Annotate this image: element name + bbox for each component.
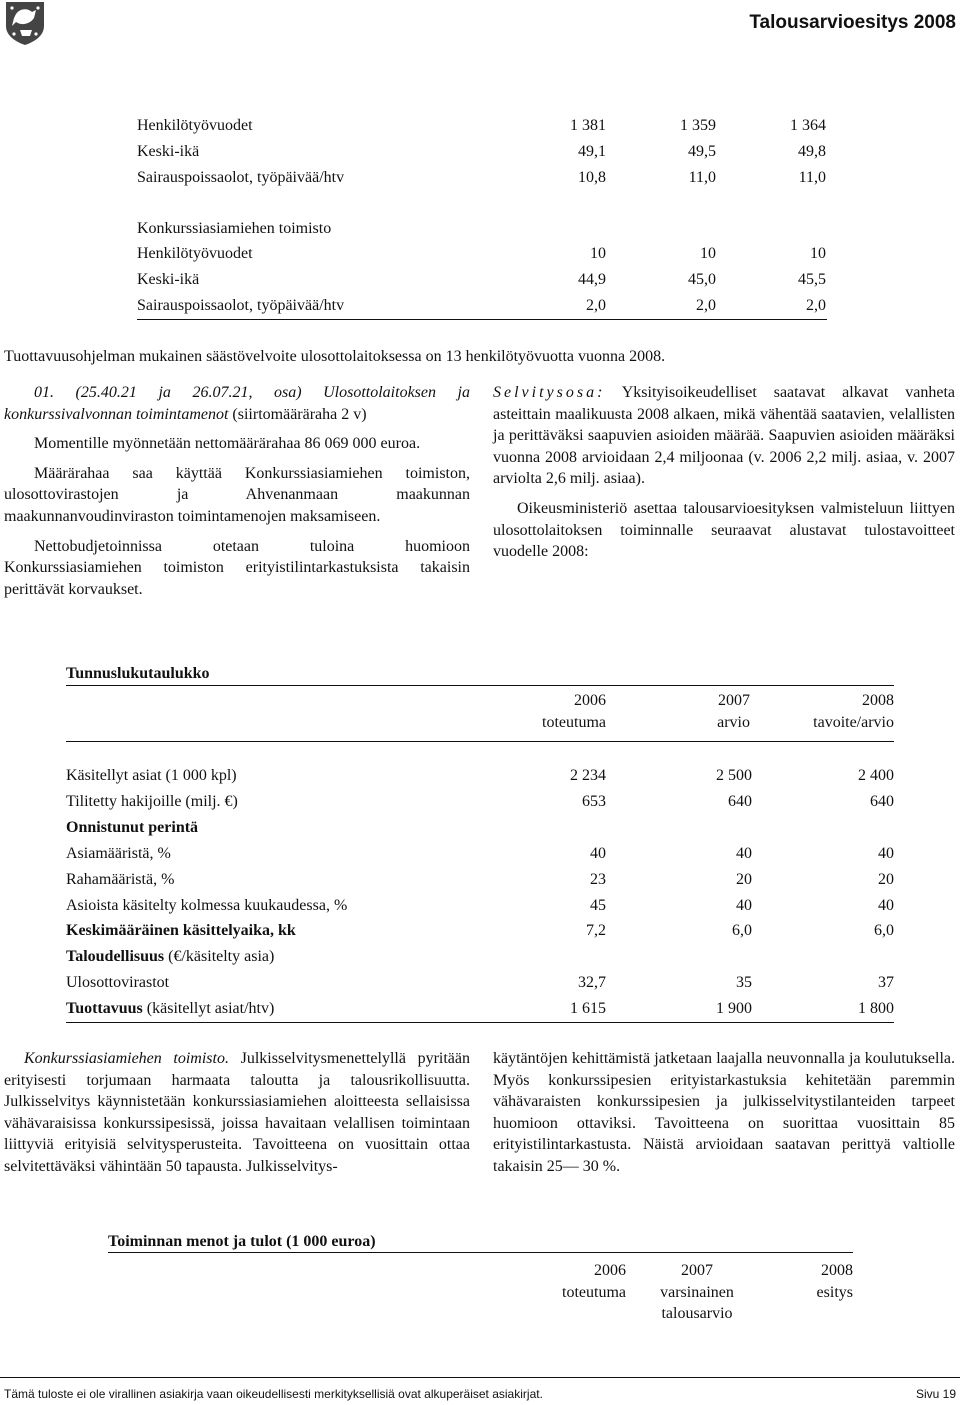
paragraph: Oikeusministeriö asettaa talousarvioesityksen valmisteluun liittyen ulosottolaitoksen toiminnalle seuraavat alustavat tulostavoitteet vuodelle 2008: — [493, 499, 955, 561]
item-title: 01. (25.40.21 ja 26.07.21, osa) Ulosottolaitoksen ja konkurssivalvonnan toimintamenot (siirtomääräraha 2 v) — [4, 384, 470, 423]
kpi-row — [66, 895, 960, 919]
paragraph: Konkurssiasiamiehen toimisto. Julkisselvitysmenettelyllä pyritään erityisesti torjumaan harmaata taloutta ja talousrikollisuutta. Julkisselvitys käynnistetään konkurssiasiamiehen aloitteesta sellaisissa vähävaraisissa konkurssipesissä, joissa havaitaan velallisen toimintaan liittyviä erityisiä selvitysperusteita. Tavoitteena on vuosittain ottaa selvitettäväksi vähintään 50 tapausta. Julkisselvitys- — [4, 1050, 470, 1175]
row-value: 40 — [878, 844, 894, 862]
row-label: Keski-ikä — [137, 143, 200, 160]
paragraph: Määrärahaa saa käyttää Konkurssiasiamiehen toimiston, ulosottovirastojen ja Ahvenanmaan maakunnan maakunnanvoudinviraston toimintamenojen maksamiseen. — [4, 464, 470, 525]
row-value: 40 — [878, 896, 894, 914]
table-divider — [137, 319, 827, 320]
kpi-column-header: 2006 toteutuma — [542, 692, 606, 731]
footer-divider — [0, 1377, 960, 1378]
row-value: 49,8 — [798, 143, 826, 160]
row-value: 1 615 — [570, 1000, 606, 1018]
row-value: 2,0 — [806, 297, 826, 314]
lower-left-column — [4, 1048, 470, 1186]
budget-col-2008: 2008 esitys — [816, 1262, 853, 1301]
row-label: Käsitellyt asiat (1 000 kpl) — [66, 767, 237, 784]
right-column — [493, 382, 955, 571]
budget-table-title: Toiminnan menot ja tulot (1 000 euroa) — [108, 1233, 376, 1250]
row-label: Henkilötyövuodet — [137, 245, 253, 262]
kpi-row — [66, 869, 960, 893]
row-label: Keskimääräinen käsittelyaika, kk — [66, 922, 296, 940]
budget-col-2007: 2007 varsinainen talousarvio — [660, 1262, 734, 1323]
coat-of-arms-logo — [2, 0, 48, 46]
row-value: 1 359 — [680, 117, 716, 134]
row-value: 20 — [736, 870, 752, 888]
left-column — [4, 382, 470, 608]
row-value: 40 — [736, 844, 752, 862]
row-label: Asioista käsitelty kolmessa kuukaudessa, % — [66, 896, 348, 914]
row-value: 653 — [582, 792, 606, 810]
row-value: 640 — [728, 792, 752, 810]
row-value: 10 — [700, 245, 716, 262]
row-value: 6,0 — [874, 922, 894, 940]
table-divider — [66, 1022, 894, 1023]
row-value: 1 800 — [858, 1000, 894, 1018]
row-value: 7,2 — [586, 922, 606, 940]
table-divider — [66, 685, 894, 686]
staff-row — [137, 115, 960, 139]
row-value: 10 — [590, 245, 606, 262]
footer — [4, 1386, 956, 1402]
row-value: 1 364 — [790, 117, 826, 134]
kpi-row — [66, 765, 960, 789]
row-label: Sairauspoissaolot, työpäivää/htv — [137, 297, 345, 314]
row-value: 11,0 — [688, 169, 716, 186]
staff-row — [137, 243, 960, 267]
document-title: Talousarvioesitys 2008 — [749, 12, 956, 33]
row-value: 32,7 — [578, 974, 606, 992]
row-value: 10 — [810, 245, 826, 262]
savings-statement: Tuottavuusohjelman mukainen säästövelvoite ulosottolaitoksessa on 13 henkilötyövuotta vuonna 2008. — [4, 348, 666, 365]
kpi-row — [66, 972, 960, 996]
row-value: 23 — [590, 870, 606, 888]
row-label: Tilitetty hakijoille (milj. €) — [66, 792, 238, 810]
row-value: 45,0 — [688, 271, 716, 288]
row-value: 45 — [590, 896, 606, 914]
row-value: 10,8 — [578, 169, 606, 186]
row-label: Tuottavuus (käsitellyt asiat/htv) — [66, 1000, 275, 1018]
kpi-row — [66, 998, 960, 1022]
row-value: 49,5 — [688, 143, 716, 160]
staff-row — [137, 269, 960, 293]
staff-row — [137, 167, 960, 191]
lower-right-column — [493, 1048, 955, 1186]
staff-row — [137, 295, 960, 319]
kpi-column-header: 2008 tavoite/arvio — [813, 692, 894, 731]
row-label: Ulosottovirastot — [66, 974, 170, 992]
kpi-table-title: Tunnuslukutaulukko — [66, 665, 210, 682]
row-label: Asiamääristä, % — [66, 844, 171, 862]
row-value: 1 381 — [570, 117, 606, 134]
row-value: 45,5 — [798, 271, 826, 288]
kpi-row — [66, 791, 960, 815]
kpi-column-header: 2007 arvio — [717, 692, 750, 731]
row-value: 2,0 — [586, 297, 606, 314]
paragraph: Selvitysosa: Yksityisoikeudelliset saatavat alkavat vanheta asteittain maalikuusta 2008 alkaen, mikä vähentää saatavien, velallisten ja perittäväksi saapuvien asioiden määrää. Saapuvien asioiden määräksi vuonna 2008 arvioidaan 2,4 miljoonaa (v. 2006 2,2 milj. asiaa, v. 2007 arviolta 2,6 milj. asiaa). — [493, 384, 955, 488]
row-value: 2 400 — [858, 767, 894, 784]
row-value: 40 — [736, 896, 752, 914]
row-value: 37 — [878, 974, 894, 992]
kpi-row — [66, 920, 960, 944]
row-label: Sairauspoissaolot, työpäivää/htv — [137, 169, 345, 186]
row-value: 640 — [870, 792, 894, 810]
row-label: Taloudellisuus (€/käsitelty asia) — [66, 948, 275, 966]
table-divider — [66, 741, 894, 742]
row-value: 35 — [736, 974, 752, 992]
row-value: 49,1 — [578, 143, 606, 160]
paragraph: Momentille myönnetään nettomäärärahaa 86 069 000 euroa. — [34, 435, 421, 453]
kpi-row — [66, 843, 960, 867]
row-value: 1 900 — [716, 1000, 752, 1018]
page-number: Sivu 19 — [915, 1387, 956, 1401]
row-value: 2 234 — [570, 767, 606, 784]
row-value: 2,0 — [696, 297, 716, 314]
footer-disclaimer: Tämä tuloste ei ole virallinen asiakirja vaan oikeudellisesti merkityksellisiä ovat alkuperäiset asiakirjat. — [4, 1387, 543, 1401]
kpi-row — [66, 817, 960, 841]
paragraph: Nettobudjetoinnissa otetaan tuloina huomioon Konkurssiasiamiehen toimiston erityistilintarkastuksista takaisin perittävät korvaukset. — [4, 537, 470, 598]
paragraph: käytäntöjen kehittämistä jatketaan laajalla neuvonnalla ja koulutuksella. Myös konkurssipesien erityistarkastuksia kehitetään paremmin vähävaraisten konkurssipesien ja julkisselvitystilanteiden tarpeet huomioon ottaviksi. Tavoitteena on suorittaa vuosittain 85 erityistilintarkastusta. Näistä arvioidaan saatavan perittyä valtiolle takaisin 25— 30 %. — [493, 1050, 955, 1175]
row-value: 44,9 — [578, 271, 606, 288]
row-label: Keski-ikä — [137, 271, 200, 288]
row-label: Onnistunut perintä — [66, 818, 199, 836]
kpi-row — [66, 946, 960, 970]
row-label: Rahamääristä, % — [66, 870, 175, 888]
row-value: 6,0 — [732, 922, 752, 940]
budget-col-2006: 2006 toteutuma — [562, 1262, 626, 1301]
staff-row — [137, 141, 960, 165]
row-value: 2 500 — [716, 767, 752, 784]
table-divider — [108, 1252, 853, 1253]
row-value: 11,0 — [798, 169, 826, 186]
row-value: 20 — [878, 870, 894, 888]
row-label: Henkilötyövuodet — [137, 117, 253, 134]
row-value: 40 — [590, 844, 606, 862]
